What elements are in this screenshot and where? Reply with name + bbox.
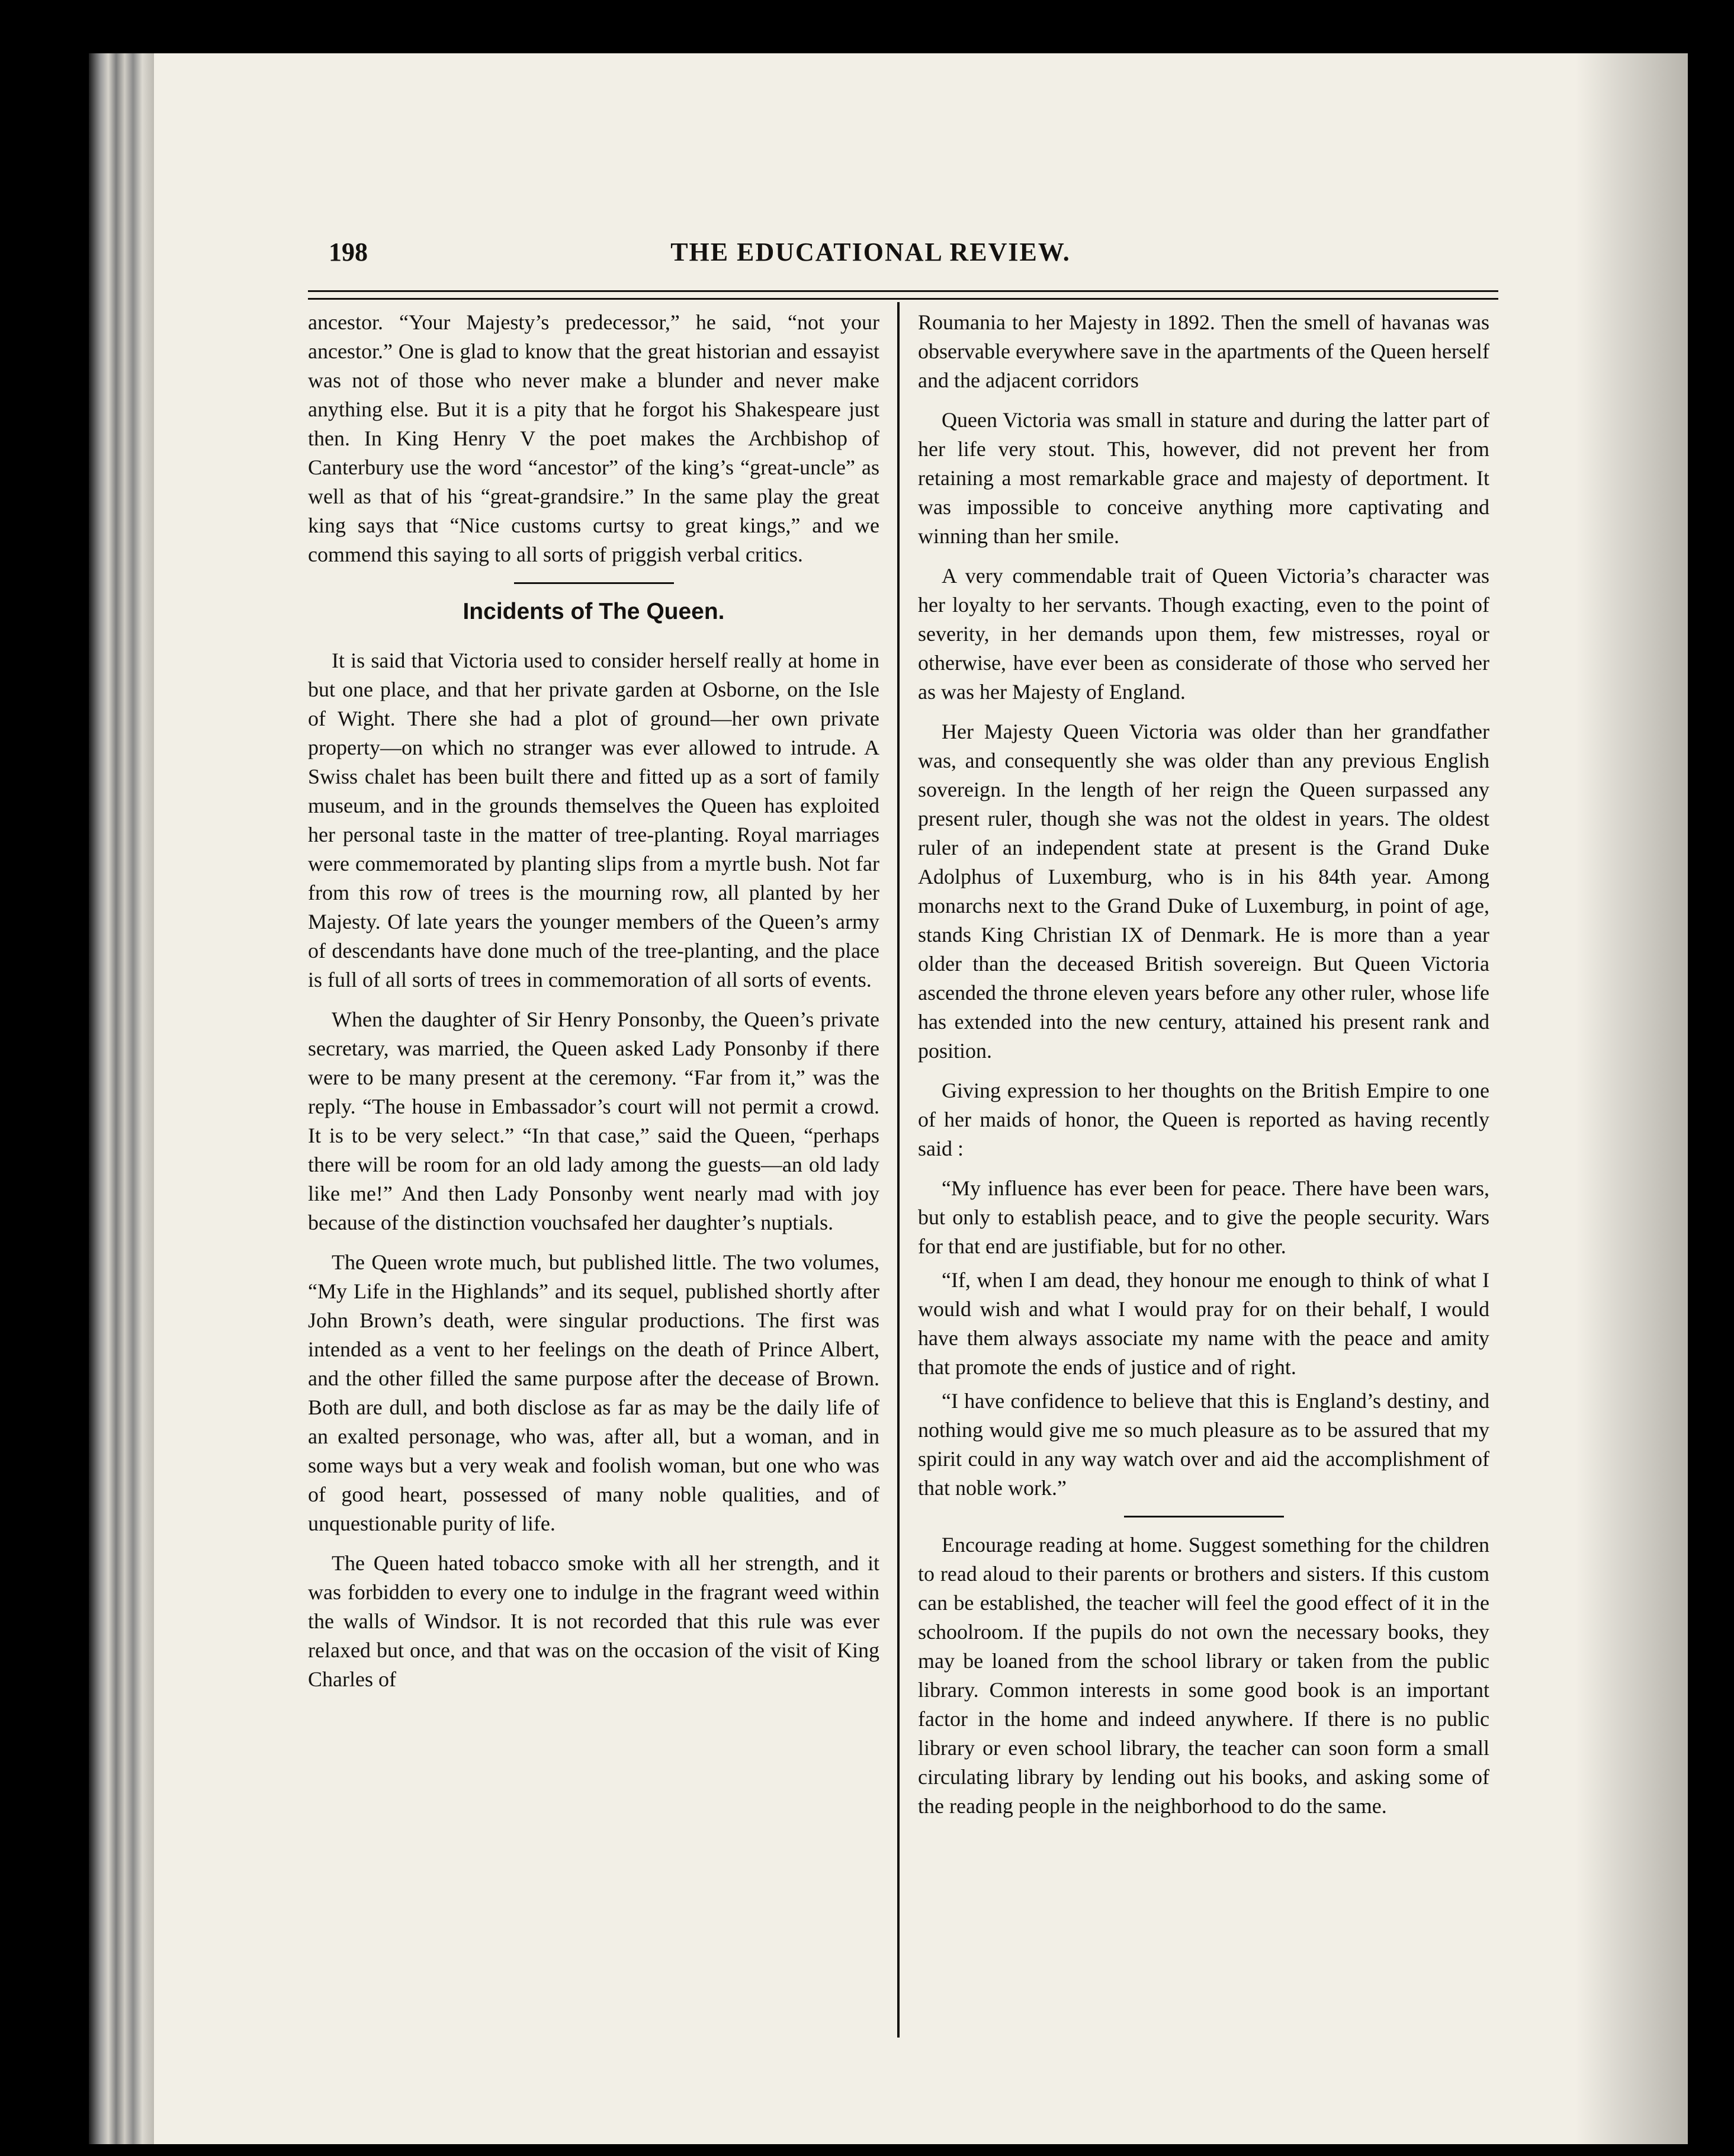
paragraph: Her Majesty Queen Victoria was older than her grandfather was, and consequently she was older than any previous English sovereign. In the length of her reign the Queen surpassed any present ruler, though she was not the oldest in years. The oldest ruler of an independent state at present is the Grand Duke Adolphus of Luxemburg, who is in his 84th year. Among monarchs next to the Grand Duke of Luxemburg, in point of age, stands King Christian IX of Denmark. He is more than a year older than the deceased British sovereign. But Queen Victoria ascended the throne eleven years before any other ruler, whose life has extended into the new century, attained his present rank and position. — [918, 720, 1489, 1063]
page-edge-shadow — [1575, 53, 1688, 2144]
running-header — [243, 237, 1498, 278]
left-column — [308, 308, 879, 2038]
paragraph: The Queen hated tobacco smoke with all her strength, and it was forbidden to every one to indulge in the fragrant weed within the walls of Windsor. It is not recorded that this rule was ever relaxed but once, and that was on the occasion of the visit of King Charles of — [308, 1551, 879, 1691]
section-heading: Incidents of The Queen. — [463, 599, 725, 624]
quote-paragraph: “If, when I am dead, they honour me enough to think of what I would wish and what I would pray for on their behalf, I would have them always associate my name with the peace and amity that promote the ends of justice and of right. — [918, 1268, 1489, 1379]
paragraph: Giving expression to her thoughts on the British Empire to one of her maids of honor, the Queen is reported as having recently said : — [918, 1079, 1489, 1160]
column-divider — [897, 302, 900, 2038]
paragraph: A very commendable trait of Queen Victoria’s character was her loyalty to her servants. Though exacting, even to the point of severity, in her demands upon them, few mistresses, royal or otherwise, have ever been as considerate of those who served her as was her Majesty of England. — [918, 564, 1489, 704]
right-column — [918, 308, 1489, 2038]
section-separator — [514, 582, 674, 584]
paragraph: When the daughter of Sir Henry Ponsonby, the Queen’s private secretary, was married, the Queen asked Lady Ponsonby if there were to be many present at the ceremony. “Far from it,” was the reply. “The house in Embassador’s court will not permit a crowd. It is to be very select.” “In that case,” said the Queen, “perhaps there will be room for an old lady among the guests—an old lady like me!” And then Lady Ponsonby went nearly mad with joy because of the distinction vouchsafed her daughter’s nuptials. — [308, 1008, 879, 1234]
continued-paragraph: Roumania to her Majesty in 1892. Then the smell of havanas was observable everywhere save in the apartments of the Queen herself and the adjacent corridors — [918, 310, 1489, 392]
continued-paragraph: ancestor. “Your Majesty’s predecessor,” he said, “not your ancestor.” One is glad to know that the great historian and essayist was not of those who never make a blunder and never make anything else. But it is a pity that he forgot his Shakespeare just then. In King Henry V the poet makes the Archbishop of Canterbury use the word “ancestor” of the king’s “great-uncle” as well as that of his “great-grandsire.” In the same play the great king says that “Nice customs curtsy to great kings,” and we commend this saying to all sorts of priggish verbal critics. — [308, 310, 879, 566]
header-double-rule — [308, 290, 1498, 300]
paragraph: Queen Victoria was small in stature and during the latter part of her life very stout. This, however, did not prevent her from retaining a most remarkable grace and majesty of deportment. It was impossible to conceive anything more captivating and winning than her smile. — [918, 408, 1489, 548]
journal-title: THE EDUCATIONAL REVIEW. — [670, 238, 1071, 267]
closing-paragraph: Encourage reading at home. Suggest something for the children to read aloud to their parents or brothers and sisters. If this custom can be established, the teacher will feel the good effect of it in the schoolroom. If the pupils do not own the necessary books, they may be loaned from the school library or taken from the public library. Common interests in some good book is an important factor in the home and indeed anywhere. If there is no public library or even school library, the teacher can soon form a small circulating library by lending out his books, and asking some of the reading people in the neighborhood to do the same. — [918, 1533, 1489, 1818]
paragraph: It is said that Victoria used to consider herself really at home in but one place, and that her private garden at Osborne, on the Isle of Wight. There she had a plot of ground—her own private property—on which no stranger was ever allowed to intrude. A Swiss chalet has been built there and fitted up as a sort of family museum, and in the grounds themselves the Queen has exploited her personal taste in the matter of tree-planting. Royal marriages were commemorated by planting slips from a myrtle bush. Not far from this row of trees is the mourning row, all planted by her Majesty. Of late years the younger members of the Queen’s army of descendants have done much of the tree-planting, and the place is full of all sorts of trees in commemoration of all sorts of events. — [308, 649, 879, 992]
paragraph: The Queen wrote much, but published little. The two volumes, “My Life in the Highlands” and its sequel, published shortly after John Brown’s death, were singular productions. The first was intended as a vent to her feelings on the death of Prince Albert, and the other filled the same purpose after the decease of Brown. Both are dull, and both disclose as far as may be the daily life of an exalted personage, who was, after all, but a woman, and in some ways but a very weak and foolish woman, but one who was of good heart, possessed of many noble qualities, and of unquestionable purity of life. — [308, 1250, 879, 1535]
section-separator — [1124, 1516, 1284, 1517]
page-number: 198 — [329, 238, 368, 267]
book-binding-edge — [89, 53, 154, 2144]
quote-paragraph: “I have confidence to believe that this is England’s destiny, and nothing would give me so much pleasure as to be assured that my spirit could in any way watch over and aid the accomplishment of that noble work.” — [918, 1389, 1489, 1500]
quote-paragraph: “My influence has ever been for peace. There have been wars, but only to establish peace, and to give the people security. Wars for that end are justifiable, but for no other. — [918, 1176, 1489, 1258]
